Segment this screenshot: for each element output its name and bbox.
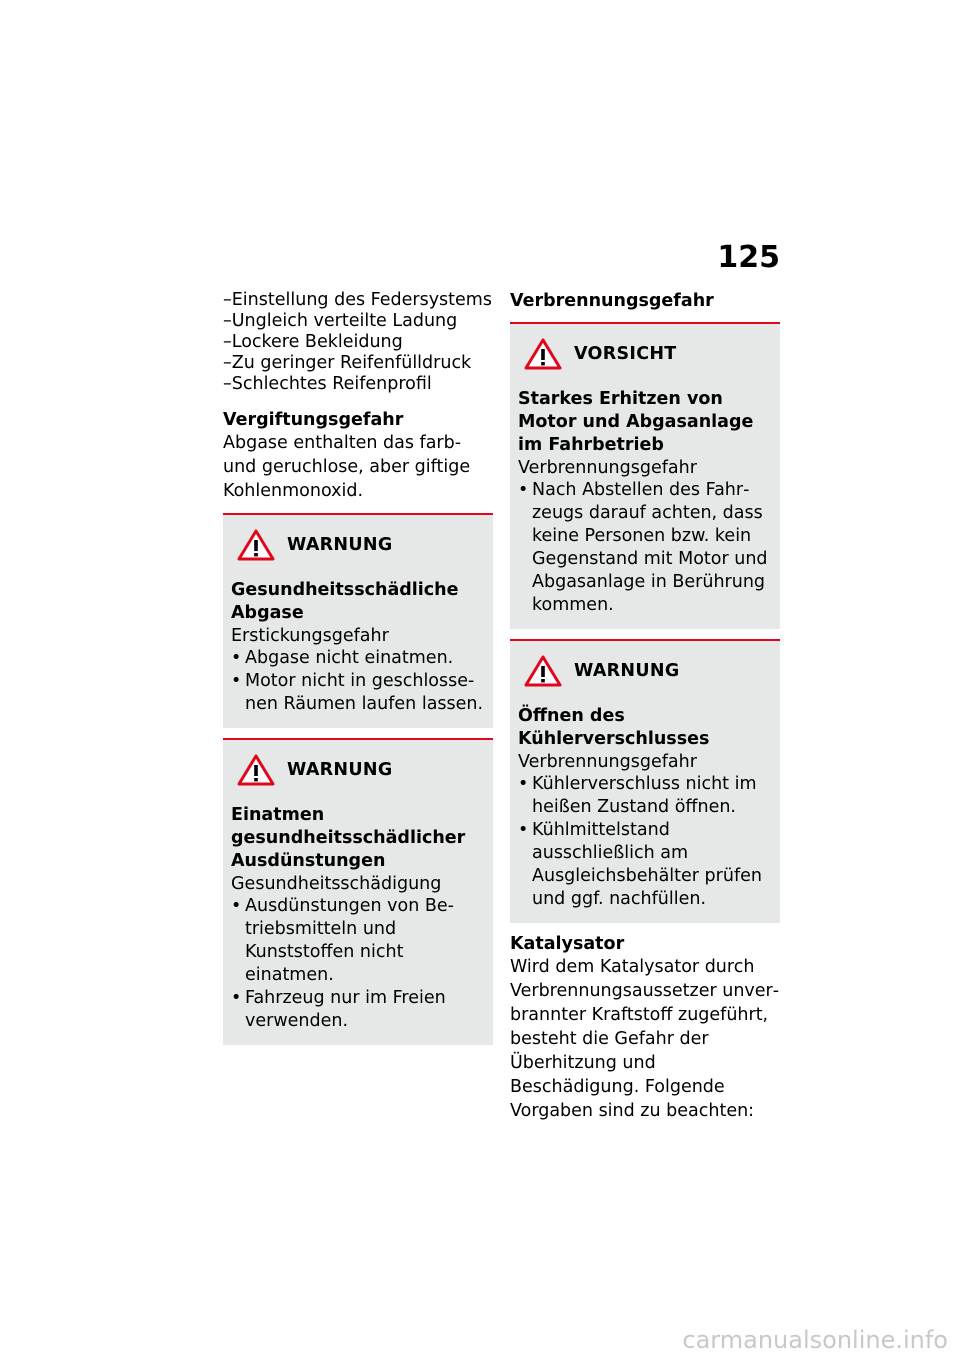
section-title-burn: Verbrennungsgefahr <box>510 291 714 311</box>
box-label: WARNUNG <box>287 535 393 555</box>
warning-triangle-icon <box>524 655 562 687</box>
list-item: • Nach Abstellen des Fahrzeugs darauf achten, dass keine Personen bzw. kein Gegenstand mit Motor und Abgasanlage in Berührung kommen. <box>518 479 772 617</box>
bullet-list <box>231 895 485 1033</box>
box-header <box>518 655 772 687</box>
bullet-list <box>518 479 772 617</box>
left-column <box>223 290 493 1055</box>
poisoning-text: Abgase enthalten das farb- und geruchlose, aber giftige Kohlenmonoxid. <box>223 433 471 501</box>
cause-list <box>223 290 493 395</box>
box-title: Öffnen des Kühlerverschlusses <box>518 706 710 749</box>
box-subtitle: Erstickungsgefahr <box>231 626 389 646</box>
box-label: WARNUNG <box>287 760 393 780</box>
list-item: • Fahrzeug nur im Freien verwenden. <box>231 987 485 1033</box>
list-item: –Lockere Bekleidung <box>223 332 403 352</box>
box-label: WARNUNG <box>574 661 680 681</box>
box-title: Starkes Erhitzen von Motor und Abgasanlage im Fahrbetrieb <box>518 389 754 455</box>
box-title: Gesundheitsschädliche Abgase <box>231 580 459 623</box>
section-title-catalyst: Katalysator <box>510 934 625 954</box>
watermark: carmanualsonline.info <box>682 1326 948 1354</box>
page-number: 125 <box>717 240 780 275</box>
list-item: • Motor nicht in geschlossenen Räumen laufen lassen. <box>231 670 485 716</box>
list-item: • Kühlmittelstand ausschließlich am Ausgleichsbehälter prüfen und ggf. nachfüllen. <box>518 819 772 911</box>
warning-box-fumes <box>223 738 493 1045</box>
warning-triangle-icon <box>237 754 275 786</box>
list-item: –Einstellung des Federsystems <box>223 290 492 310</box>
bullet-list <box>518 773 772 911</box>
box-header <box>518 338 772 370</box>
box-subtitle: Verbrennungsgefahr <box>518 458 697 478</box>
list-item: –Ungleich verteilte Ladung <box>223 311 458 331</box>
box-label: VORSICHT <box>574 344 677 364</box>
section-title-poisoning: Vergiftungsgefahr <box>223 410 404 430</box>
caution-box-heat <box>510 322 780 629</box>
list-item: • Ausdünstungen von Betriebsmitteln und Kunststoffen nicht einatmen. <box>231 895 485 987</box>
box-subtitle: Gesundheitsschädigung <box>231 874 442 894</box>
warning-triangle-icon <box>524 338 562 370</box>
box-header <box>231 754 485 786</box>
list-item: • Abgase nicht einatmen. <box>231 647 485 670</box>
warning-triangle-icon <box>237 529 275 561</box>
list-item: –Zu geringer Reifenfülldruck <box>223 353 472 373</box>
list-item: –Schlechtes Reifenprofil <box>223 374 432 394</box>
list-item: • Kühlerverschluss nicht im heißen Zustand öffnen. <box>518 773 772 819</box>
box-title: Einatmen gesundheitsschädlicher Ausdünstungen <box>231 805 466 871</box>
right-column <box>510 290 780 1129</box>
catalyst-text: Wird dem Katalysator durch Verbrennungsaussetzer unverbrannter Kraftstoff zugeführt, besteht die Gefahr der Überhitzung und Beschädigung. Folgende Vorgaben sind zu beachten: <box>510 957 780 1121</box>
warning-box-radiator <box>510 639 780 923</box>
warning-box-exhaust <box>223 513 493 728</box>
bullet-list <box>231 647 485 716</box>
box-subtitle: Verbrennungsgefahr <box>518 752 697 772</box>
box-header <box>231 529 485 561</box>
